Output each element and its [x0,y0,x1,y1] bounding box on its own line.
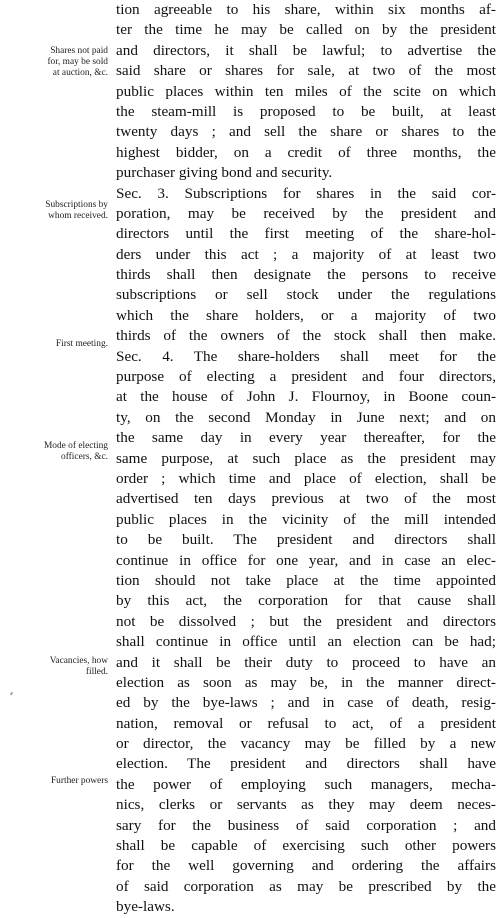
text-line: highest bidder, on a credit of three months, the [116,143,496,161]
statute-body-text [116,0,496,918]
text-line: ed by the bye-laws ; and in case of death, resig- [116,694,496,712]
text-line: shall be capable of exercising such other powers [116,837,496,855]
text-line: not be dissolved ; but the president and directors [116,612,496,630]
margin-note-further-powers [2,776,108,787]
text-line: and it shall be their duty to proceed to have an [116,653,496,671]
text-line: the power of employing such managers, mecha- [116,775,496,793]
text-line: sary for the business of said corporation ; and [116,816,496,834]
margin-note-line: Shares not paid [50,46,108,56]
text-line: thirds of the owners of the stock shall then make. [116,327,496,345]
text-line: ders under this act ; a majority of at least two [116,245,496,263]
margin-note-line: Further powers [50,776,108,786]
text-line: directors until the first meeting of the share-hol- [116,225,496,243]
text-line: twenty days ; and sell the share or shares to the [116,123,496,141]
text-line: to be built. The president and directors shall [116,531,496,549]
margin-note-line: Mode of electing [43,441,108,451]
margin-note-line: Vacancies, how [49,656,108,666]
margin-note-line: filled. [85,667,108,677]
text-line: which the share holders, or a majority of two [116,306,496,324]
text-line: of said corporation as may be prescribed by the [116,877,496,895]
text-line: election as soon as may be, in the manner direct- [116,673,496,691]
text-line: and directors, it shall be lawful; to advertise the [116,41,496,59]
margin-note-line: officers, &c. [61,452,108,462]
text-line: the steam-mill is proposed to be built, at least [116,102,496,120]
margin-note-vacancies [2,656,108,678]
text-line: Sec. 3. Subscriptions for shares in the said cor- [116,184,496,202]
margin-note-line: First meeting. [55,339,108,349]
text-line: ter the time he may be called on by the president [116,21,496,39]
margin-notes-column [0,0,110,829]
text-line: subscriptions or sell stock under the regulations [116,286,496,304]
text-line: Sec. 4. The share-holders shall meet for the [116,347,496,365]
margin-note-line: for, may be sold [47,57,108,67]
text-line: advertised ten days previous at two of the most [116,490,496,508]
text-line: for the well governing and ordering the affairs [116,857,496,875]
text-line: order ; which time and place of election, shall be [116,469,496,487]
text-line: same purpose, at such place as the president may [116,449,496,467]
text-line: shall continue in office until an election can be had; [116,633,496,651]
text-line: thirds shall then designate the persons to receive [116,266,496,284]
margin-note-line: whom received. [48,211,108,221]
text-line: at the house of John J. Flournoy, in Boone coun- [116,388,496,406]
text-line: tion should not take place at the time appointed [116,571,496,589]
margin-note-subscriptions [2,200,108,222]
text-line: the same day in every year thereafter, for the [116,429,496,447]
margin-note-first-meeting [2,339,108,350]
text-line: public places in the vicinity of the mill intended [116,510,496,528]
text-line: bye-laws. [116,898,175,916]
margin-note-shares-not-paid [2,46,108,79]
margin-note-line: Subscriptions by [45,200,108,210]
text-line: continue in office for one year, and in case an elec- [116,551,496,569]
text-line: nics, clerks or servants as they may deem neces- [116,796,496,814]
text-line: poration, may be received by the president and [116,204,496,222]
text-line: purchaser giving bond and security. [116,164,333,182]
text-line: or director, the vacancy may be filled by a new [116,735,496,753]
stray-mark: ⸗ [10,689,13,699]
margin-note-line: at auction, &c. [52,68,108,78]
text-line: purpose of electing a president and four directors, [116,368,496,386]
text-line: nation, removal or refusal to act, of a president [116,714,496,732]
text-line: said share or shares for sale, at two of the most [116,62,496,80]
text-line: ty, on the second Monday in June next; and on [116,408,496,426]
text-line: by this act, the corporation for that cause shall [116,592,496,610]
text-line: tion agreeable to his share, within six months af- [116,1,496,18]
text-line: election. The president and directors shall have [116,755,496,773]
margin-note-mode-of-electing [2,441,108,463]
text-line: public places within ten miles of the scite on which [116,82,496,100]
